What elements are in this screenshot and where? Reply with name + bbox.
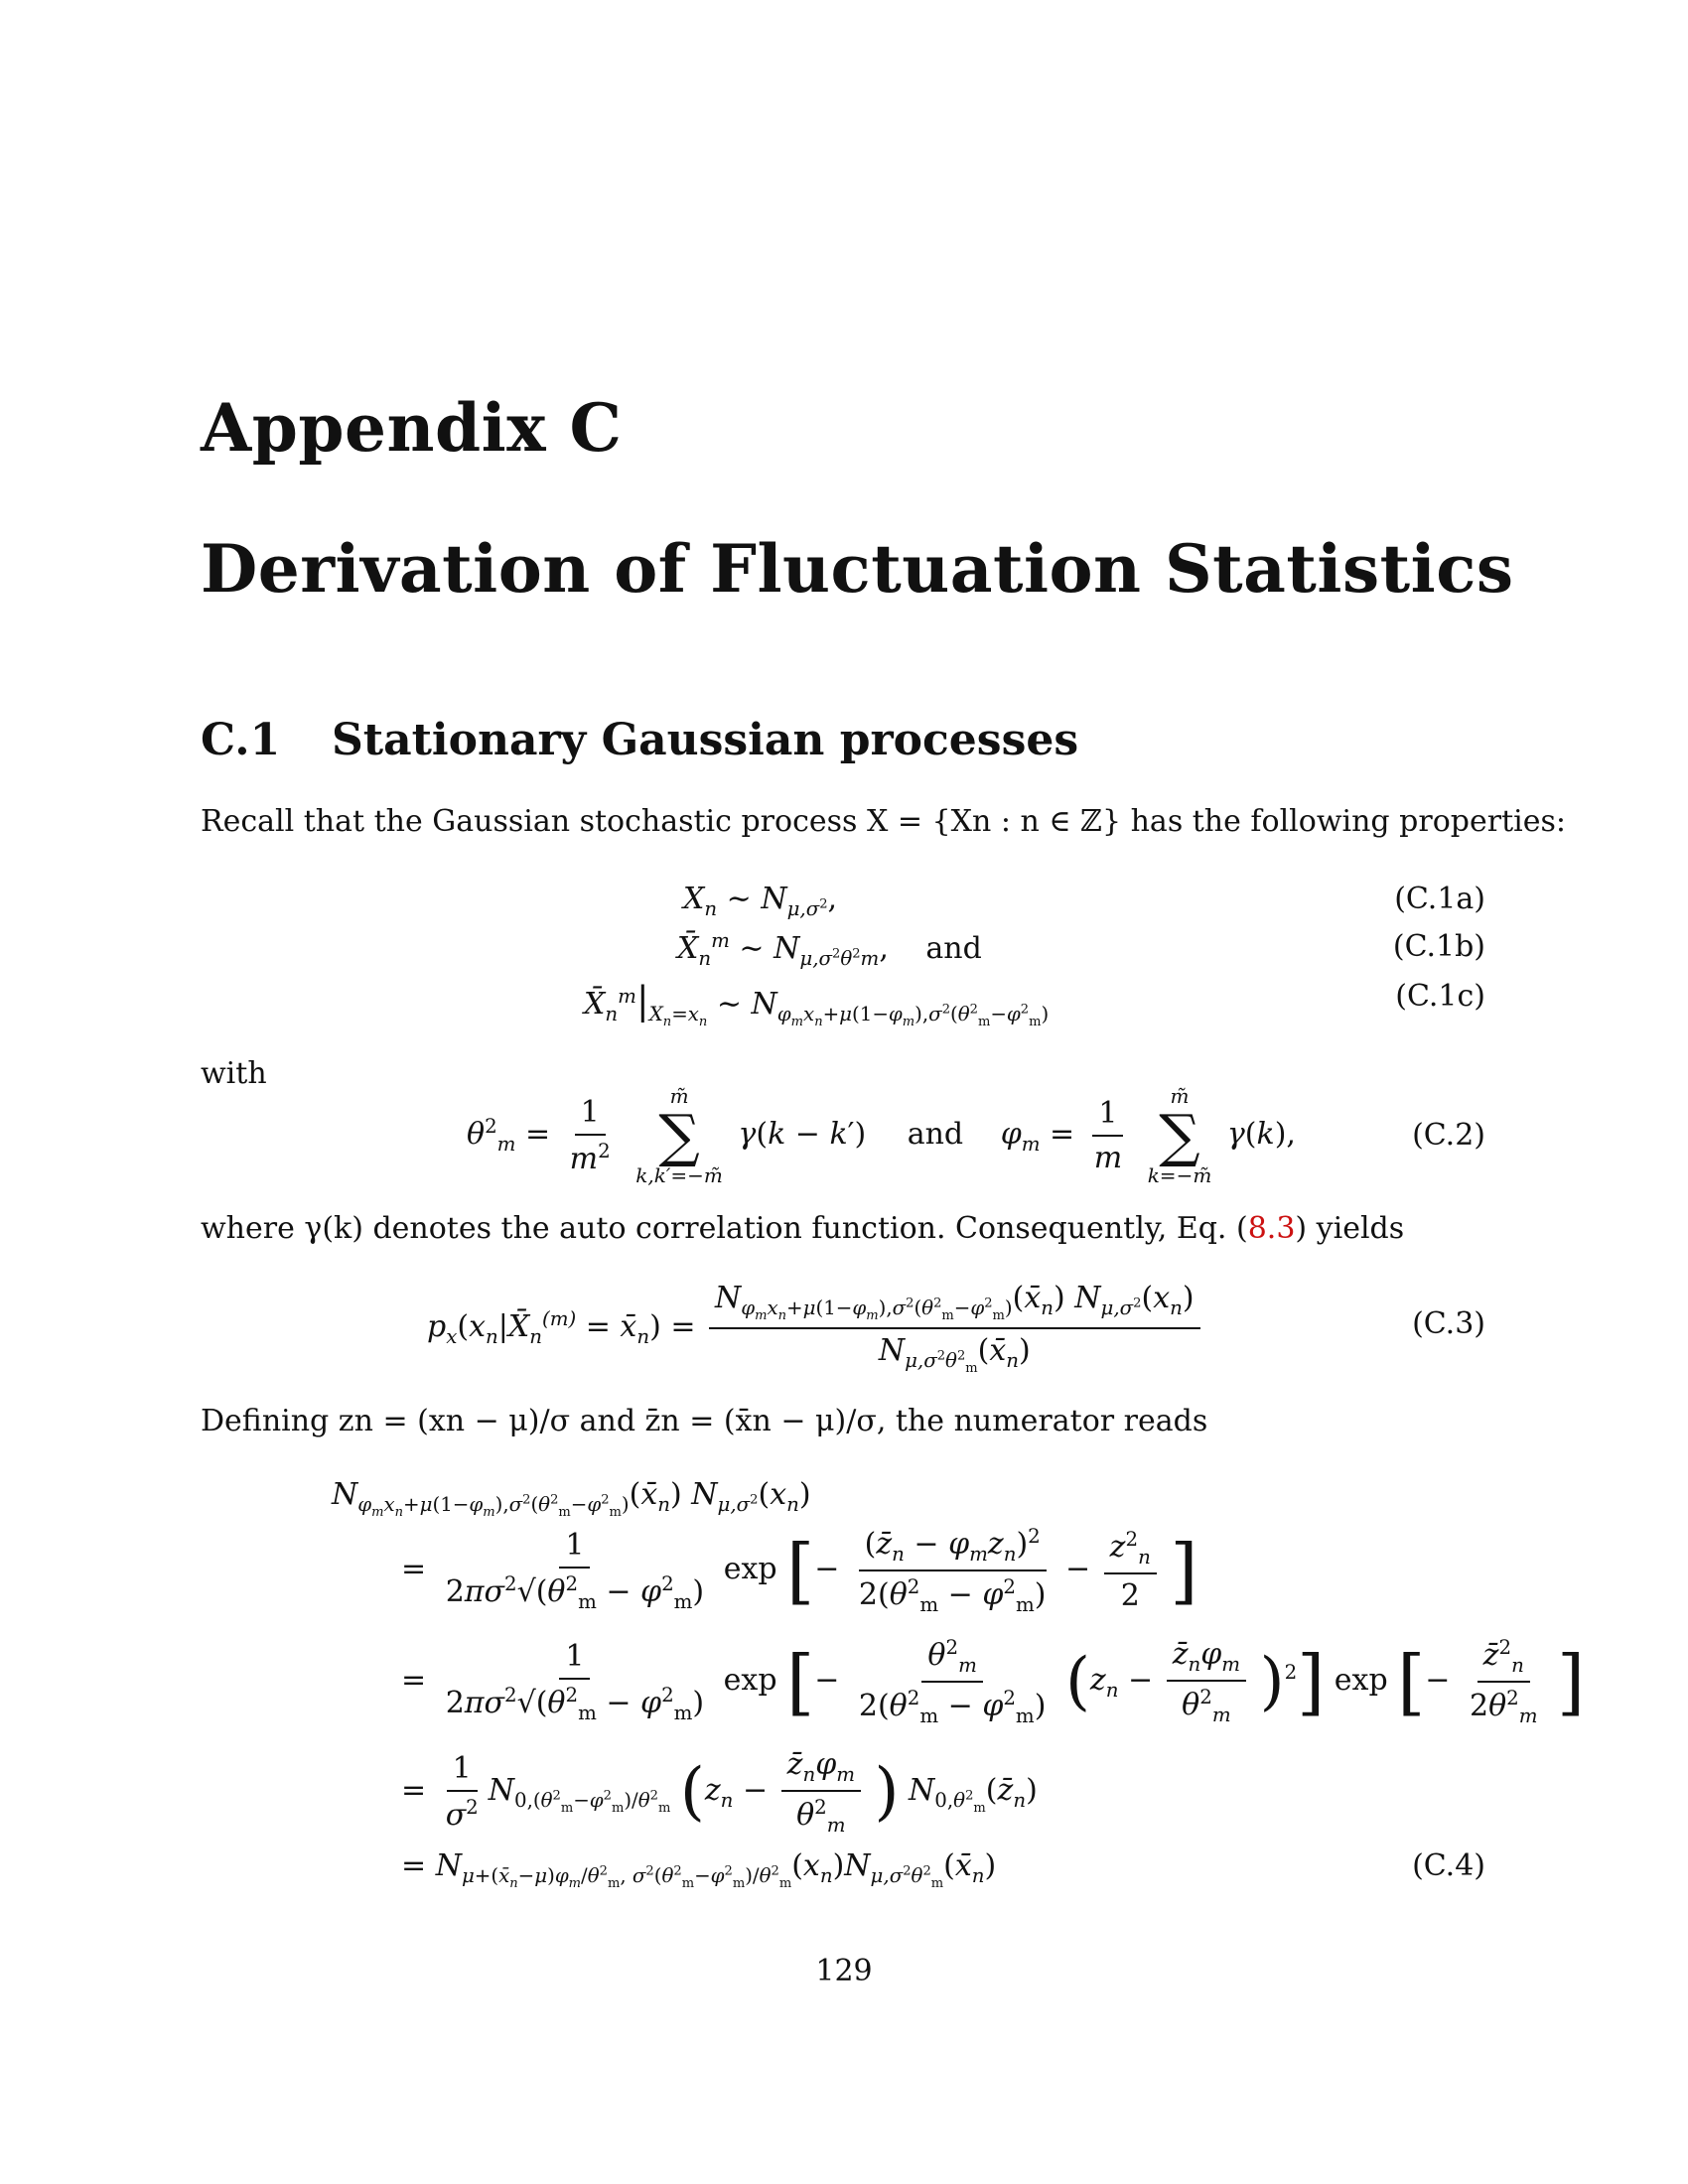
equation-number-c1c: (C.1c) bbox=[1395, 979, 1485, 1014]
equation-c1c: $X̄_n^m|_{X_n=x_n}$ ∼ $N_{\varphi_mx_n+\mu(1-\varphi_m),\sigma^2(\theta^2_m-\varphi^2_m)}$ bbox=[584, 979, 1050, 1029]
and-word: and bbox=[925, 931, 982, 966]
equation-ref-link[interactable]: 8.3 bbox=[1247, 1211, 1296, 1246]
where-text-a: where γ(k) denotes the auto correlation function. Consequently, Eq. ( bbox=[201, 1211, 1248, 1246]
equation-c4-line1: $N_{\varphi_mx_n+\mu(1-\varphi_m),\sigma^2(\theta^2_m-\varphi^2_m)}(x̄_n)$ $N_{\mu,\sigma^2}(x_n)$ bbox=[332, 1477, 811, 1520]
equation-number-c1a: (C.1a) bbox=[1394, 882, 1485, 916]
section-title: Stationary Gaussian processes bbox=[332, 715, 1079, 765]
where-text-b: ) yields bbox=[1295, 1211, 1405, 1246]
equation-c1a: $X_n$ ∼ $N_{\mu,\sigma^2}$, bbox=[683, 882, 838, 920]
equation-number-c4: (C.4) bbox=[1412, 1848, 1485, 1883]
appendix-label: Appendix C bbox=[201, 389, 623, 467]
equation-c2: $\theta^2_m$ = $\frac{1}{m^2}$ m̃ ∑ k,k′=−m̃ γ(k − k′) and $\varphi_m$ = $\frac{1}{m}$ m̃ ∑ k=−m̃ γ(k), bbox=[467, 1084, 1296, 1187]
exp-label: exp bbox=[723, 1552, 777, 1586]
with-word: with bbox=[201, 1056, 267, 1091]
equation-c4-line3: = $\frac{1}{2\pi\sigma^2√(\theta^2_m - \varphi^2_m)}$ exp [− $\frac{\theta^2_m}{2(\theta^2_m - \varphi^2_m)}$ ($z_n$ − $\frac{z̄_n\varphi_m}{\theta^2_m}$ )$^2$] exp [− $\frac{z̄^2_n}{2\theta^2_m}$ ] bbox=[401, 1636, 1586, 1727]
intro-paragraph: Recall that the Gaussian stochastic process X = {Xn : n ∈ ℤ} has the following properties: bbox=[201, 804, 1566, 839]
equation-number-c1b: (C.1b) bbox=[1392, 929, 1485, 964]
equation-c3: $p_x(x_n|X̄_n^{(m)}$ = $x̄_n$) = $\frac{N_{\varphi_mx_n+\mu(1-\varphi_m),\sigma^2(\theta^2_m-\varphi^2_m)}(x̄_n) N_{\mu,\sigma^2}(x_n)}{N_{\mu,\sigma^2\theta^2_m}(x̄_n)}$ bbox=[427, 1281, 1204, 1376]
equation-number-c3: (C.3) bbox=[1412, 1306, 1485, 1341]
equation-c4-line2: = $\frac{1}{2\pi\sigma^2√(\theta^2_m - \varphi^2_m)}$ exp [− $\frac{(z̄_n - \varphi_mz_n)^2}{2(\theta^2_m - \varphi^2_m)}$ − $\frac{z^2_n}{2}$ ] bbox=[401, 1525, 1198, 1616]
where-paragraph bbox=[201, 1209, 1404, 1249]
equation-c4-line5: = $N_{\mu+(x̄_n-\mu)\varphi_m/\theta^2_m, \sigma^2(\theta^2_m-\varphi^2_m)/\theta^2_m}(x_n)N_{\mu,\sigma^2\theta^2_m}(x̄_n)$ bbox=[401, 1848, 997, 1891]
section-number: C.1 bbox=[201, 715, 281, 765]
chapter-title: Derivation of Fluctuation Statistics bbox=[201, 530, 1514, 608]
equation-number-c2: (C.2) bbox=[1412, 1118, 1485, 1153]
section-heading bbox=[201, 715, 1078, 765]
and-word-c2: and bbox=[907, 1117, 964, 1152]
equation-c1b: $X̄_n^m$ ∼ $N_{\mu,\sigma^2\theta^2m}$, and bbox=[677, 929, 982, 970]
equation-c4-line4: = $\frac{1}{\sigma^2}$ $N_{0,(\theta^2_m-\varphi^2_m)/\theta^2_m}$ ($z_n$ − $\frac{z̄_n\varphi_m}{\theta^2_m}$ ) $N_{0,\theta^2_m}(z̄_n)$ bbox=[401, 1747, 1038, 1837]
defining-paragraph: Defining zn = (xn − μ)/σ and z̄n = (x̄n − μ)/σ, the numerator reads bbox=[201, 1404, 1208, 1438]
page-number: 129 bbox=[815, 1954, 873, 1988]
